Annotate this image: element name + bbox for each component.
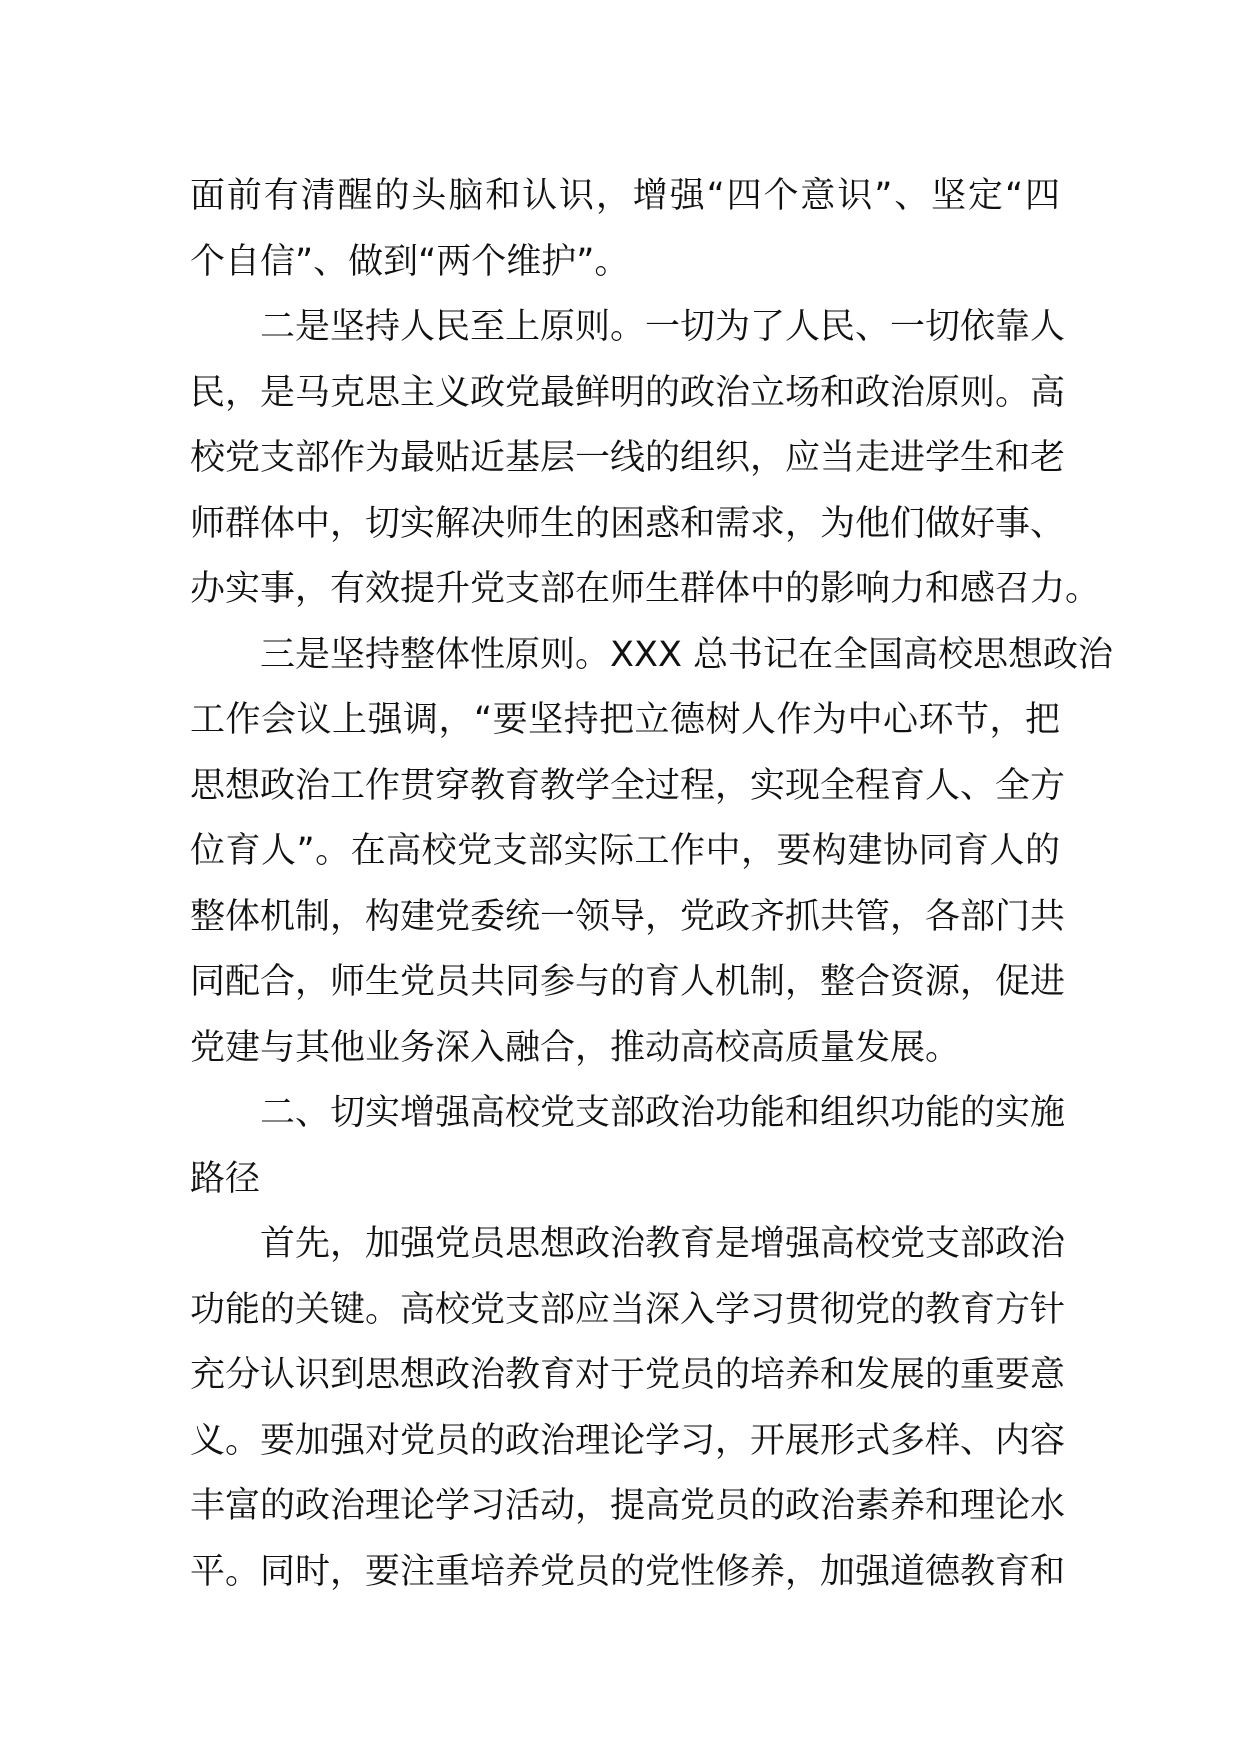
section-heading-line: 二、切实增强高校党支部政治功能和组织功能的实施 (260, 1093, 1066, 1133)
text-line: 三是坚持整体性原则。XXX 总书记在全国高校思想政治 (260, 634, 1114, 675)
text-line: 义。要加强对党员的政治理论学习，开展形式多样、内容 (190, 1420, 1066, 1461)
text-line: 办实事，有效提升党支部在师生群体中的影响力和感召力。 (190, 569, 1101, 609)
text-line: 丰富的政治理论学习活动，提高党员的政治素养和理论水 (190, 1486, 1066, 1526)
text-line: 整体机制，构建党委统一领导，党政齐抓共管，各部门共 (190, 896, 1066, 937)
text-line: 充分认识到思想政治教育对于党员的培养和发展的重要意 (190, 1355, 1066, 1395)
text-line: 党建与其他业务深入融合，推动高校高质量发展。 (190, 1027, 961, 1068)
text-line: 民，是马克思主义政党最鲜明的政治立场和政治原则。高 (190, 372, 1066, 413)
text-line: 工作会议上强调，“要坚持把立德树人作为中心环节，把 (190, 700, 1060, 740)
text-line: 师群体中，切实解决师生的困惑和需求，为他们做好事、 (190, 503, 1066, 544)
text-line: 位育人”。在高校党支部实际工作中，要构建协同育人的 (190, 831, 1060, 871)
text-line: 校党支部作为最贴近基层一线的组织，应当走进学生和老 (190, 438, 1066, 478)
text-line: 思想政治工作贯穿教育教学全过程，实现全程育人、全方 (190, 765, 1066, 806)
body-text (190, 164, 1114, 1605)
text-line: 二是坚持人民至上原则。一切为了人民、一切依靠人 (260, 307, 1066, 347)
text-line: 个自信”、做到“两个维护”。 (190, 241, 630, 282)
text-line: 面前有清醒的头脑和认识，增强“四个意识”、坚定“四 (190, 176, 1060, 216)
text-line: 同配合，师生党员共同参与的育人机制，整合资源，促进 (190, 962, 1066, 1002)
text-line: 平。同时，要注重培养党员的党性修养，加强道德教育和 (190, 1551, 1066, 1592)
section-heading-line: 路径 (190, 1158, 261, 1199)
text-line: 功能的关键。高校党支部应当深入学习贯彻党的教育方针 (190, 1289, 1066, 1330)
text-line: 首先，加强党员思想政治教育是增强高校党支部政治 (260, 1224, 1066, 1264)
